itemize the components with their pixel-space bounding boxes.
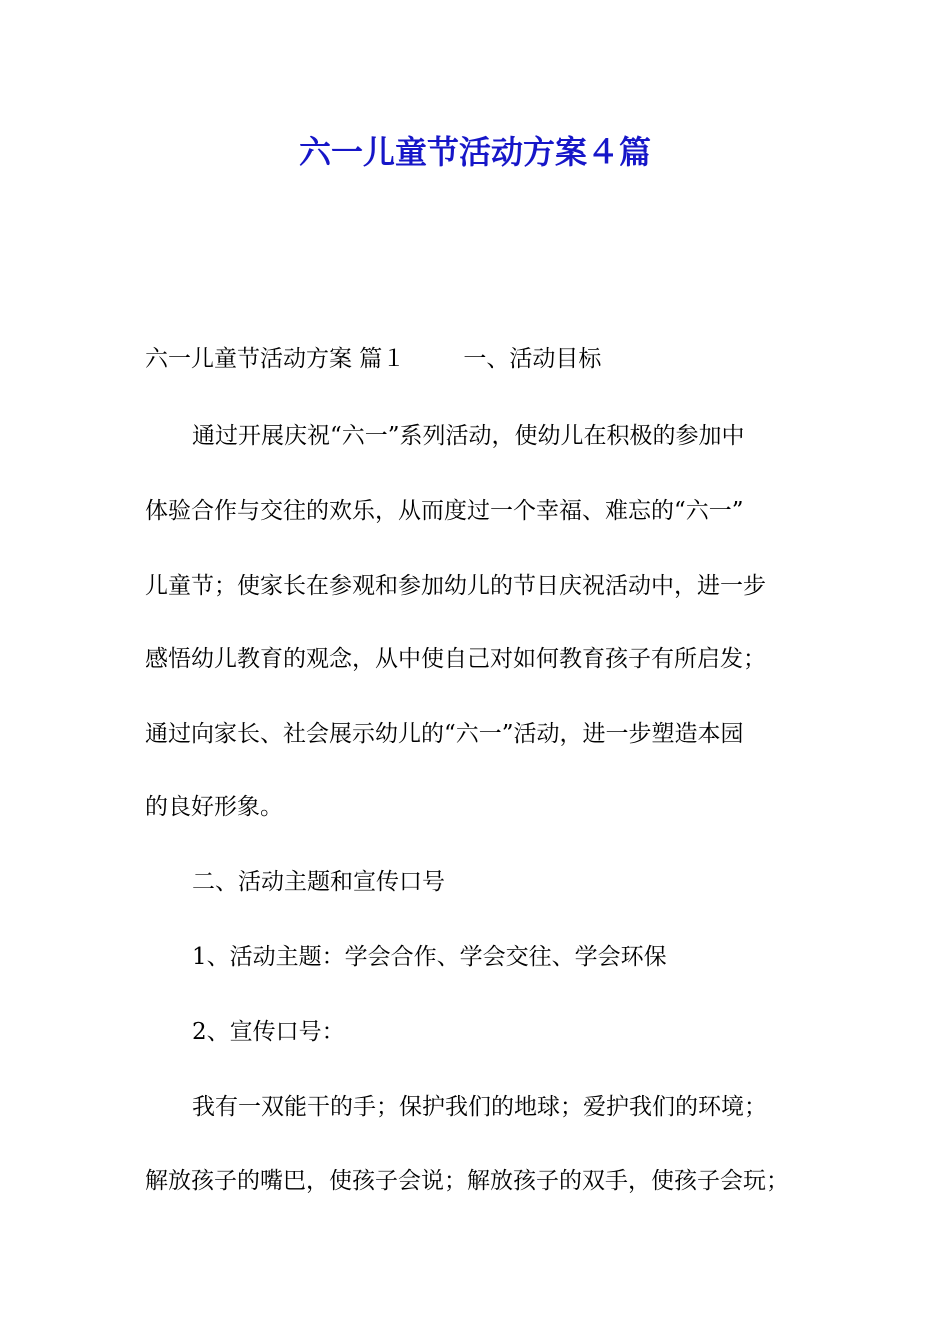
paragraph-line: 解放孩子的嘴巴，使孩子会说；解放孩子的双手，使孩子会玩； <box>145 1168 789 1194</box>
objective-heading: 一、活动目标 <box>463 346 602 372</box>
paragraph-line: 通过开展庆祝“六一”系列活动，使幼儿在积极的参加中 <box>192 423 745 449</box>
section-heading-theme: 二、活动主题和宣传口号 <box>192 869 445 895</box>
document-title: 六一儿童节活动方案４篇 <box>298 133 651 171</box>
paragraph-line: 儿童节；使家长在参观和参加幼儿的节日庆祝活动中，进一步 <box>145 573 766 599</box>
section-heading <box>145 343 810 375</box>
paragraph-line: 感悟幼儿教育的观念，从中使自己对如何教育孩子有所启发； <box>145 646 766 672</box>
paragraph-line: 体验合作与交往的欢乐，从而度过一个幸福、难忘的“六一” <box>145 498 744 524</box>
list-item-slogan: 2、宣传口号： <box>192 1019 345 1045</box>
paragraph-line: 的良好形象。 <box>145 794 283 820</box>
paragraph-line: 通过向家长、社会展示幼儿的“六一”活动，进一步塑造本园 <box>145 721 744 747</box>
article-heading: 六一儿童节活动方案 篇１ <box>145 346 406 372</box>
paragraph-line: 我有一双能干的手；保护我们的地球；爱护我们的环境； <box>192 1094 767 1120</box>
list-item-theme: 1、活动主题：学会合作、学会交往、学会环保 <box>192 944 667 970</box>
